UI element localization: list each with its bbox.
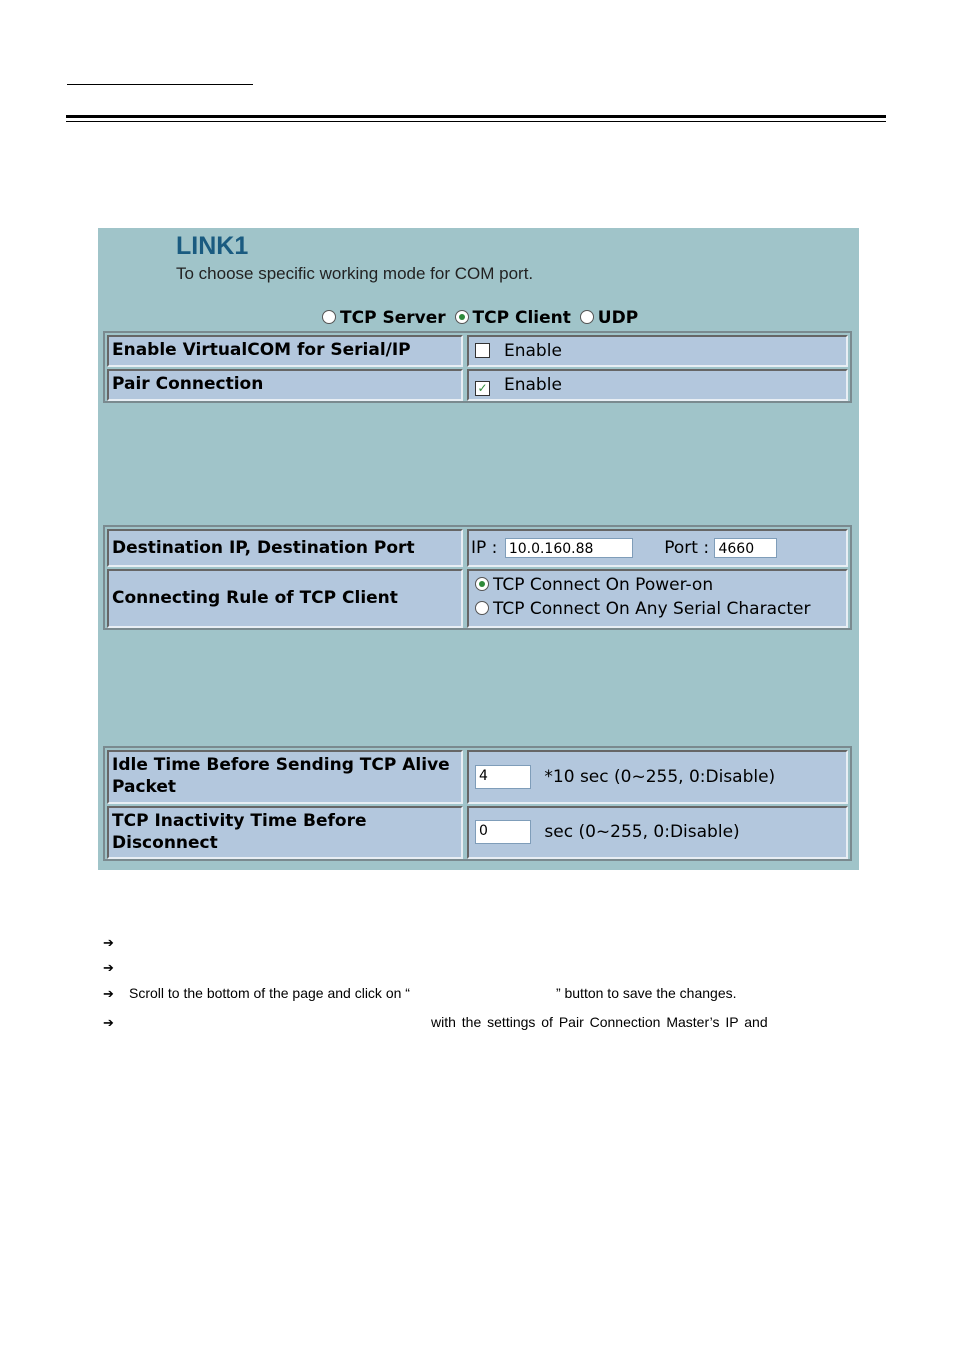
idle-time-label: Idle Time Before Sending TCP Alive Packet bbox=[107, 750, 463, 804]
connecting-rule-label: Connecting Rule of TCP Client bbox=[107, 569, 463, 628]
mode-tcp-server[interactable]: TCP Server bbox=[322, 308, 446, 328]
tcp-timing-table bbox=[103, 746, 852, 861]
virtualcom-value: Enable bbox=[467, 335, 848, 367]
arrow-right-icon: ➔ bbox=[103, 986, 114, 1001]
virtualcom-checkbox[interactable] bbox=[475, 343, 490, 358]
table-row bbox=[107, 335, 848, 367]
virtualcom-pair-table bbox=[103, 331, 852, 403]
destination-table bbox=[103, 525, 852, 630]
header-thin-rule bbox=[66, 121, 886, 122]
list-item: ➔ with the settings of Pair Connection Master’s IP and bbox=[103, 1014, 768, 1030]
list-item: ➔ Scroll to the bottom of the page and click on “ ” button to save the changes. bbox=[103, 985, 737, 1001]
arrow-right-icon: ➔ bbox=[103, 960, 114, 975]
mode-radio-group bbox=[322, 308, 641, 328]
radio-selected-icon[interactable] bbox=[455, 310, 469, 324]
pair-connection-label: Pair Connection bbox=[107, 369, 463, 401]
radio-unselected-icon[interactable] bbox=[580, 310, 594, 324]
header-thick-rule bbox=[66, 115, 886, 118]
port-input[interactable]: 4660 bbox=[714, 538, 777, 558]
idle-time-input[interactable]: 4 bbox=[475, 765, 531, 789]
radio-unselected-icon[interactable] bbox=[475, 601, 489, 615]
panel-title: LINK1 bbox=[176, 232, 249, 260]
panel-subtitle: To choose specific working mode for COM port. bbox=[176, 264, 534, 283]
list-item bbox=[103, 959, 129, 976]
table-row bbox=[107, 529, 848, 567]
pair-connection-value: ✓ Enable bbox=[467, 369, 848, 401]
inactivity-time-input[interactable]: 0 bbox=[475, 820, 531, 844]
mode-tcp-client[interactable]: TCP Client bbox=[455, 308, 571, 328]
destination-value bbox=[467, 529, 848, 567]
virtualcom-label: Enable VirtualCOM for Serial/IP bbox=[107, 335, 463, 367]
port-label: Port : bbox=[664, 538, 710, 558]
inactivity-time-label: TCP Inactivity Time Before Disconnect bbox=[107, 806, 463, 859]
ip-input[interactable]: 10.0.160.88 bbox=[505, 538, 633, 558]
idle-time-unit: *10 sec (0~255, 0:Disable) bbox=[544, 767, 776, 787]
connecting-rule-value bbox=[467, 569, 848, 628]
pair-connection-checkbox[interactable]: ✓ bbox=[475, 381, 490, 396]
header-short-rule bbox=[67, 84, 253, 85]
link1-config-panel bbox=[98, 228, 859, 870]
radio-selected-icon[interactable] bbox=[475, 577, 489, 591]
arrow-right-icon: ➔ bbox=[103, 1015, 114, 1030]
table-row bbox=[107, 369, 848, 401]
destination-label: Destination IP, Destination Port bbox=[107, 529, 463, 567]
table-row bbox=[107, 569, 848, 628]
mode-udp[interactable]: UDP bbox=[580, 308, 638, 328]
radio-unselected-icon[interactable] bbox=[322, 310, 336, 324]
table-row bbox=[107, 806, 848, 859]
inactivity-time-unit: sec (0~255, 0:Disable) bbox=[544, 822, 740, 842]
inactivity-time-value bbox=[467, 806, 848, 859]
ip-label: IP : bbox=[471, 538, 498, 558]
idle-time-value bbox=[467, 750, 848, 804]
rule-option-serial-character[interactable]: TCP Connect On Any Serial Character bbox=[475, 597, 840, 621]
arrow-right-icon: ➔ bbox=[103, 935, 114, 950]
table-row bbox=[107, 750, 848, 804]
rule-option-power-on[interactable]: TCP Connect On Power-on bbox=[475, 573, 840, 597]
list-item bbox=[103, 934, 129, 951]
